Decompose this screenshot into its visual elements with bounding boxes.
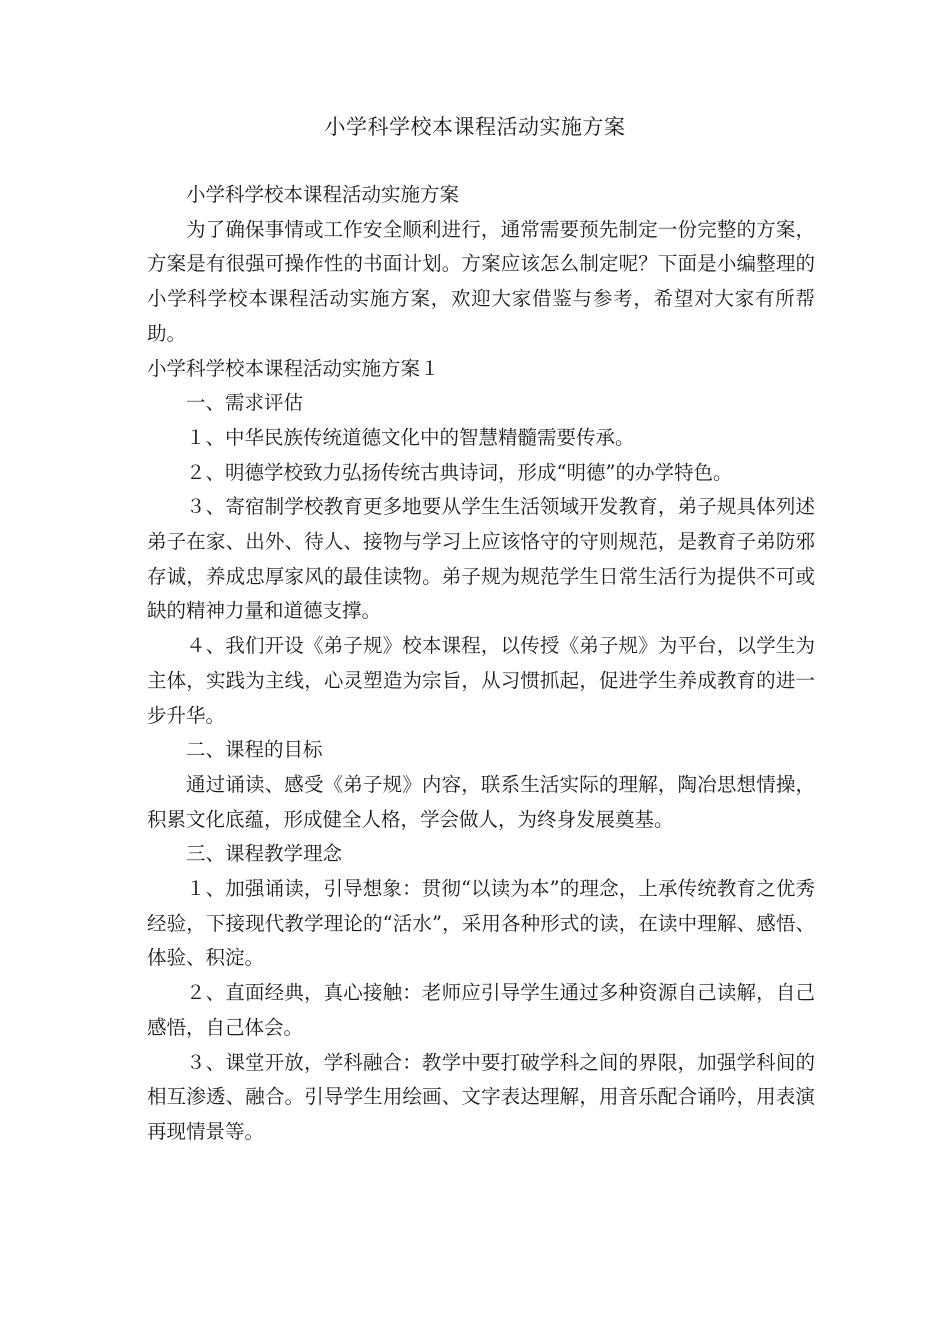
paragraph: ４、我们开设《弟子规》校本课程，以传授《弟子规》为平台，以学生为主体，实践为主线，心灵塑造为宗旨，从习惯抓起，促进学生养成教育的进一步升华。 — [147, 634, 815, 727]
paragraph: １、中华民族传统道德文化中的智慧精髓需要传承。 — [186, 425, 635, 449]
paragraph: ３、寄宿制学校教育更多地要从学生生活领域开发教育，弟子规具体列述弟子在家、出外、待人、接物与学习上应该恪守的守则规范，是教育子弟防邪存诚，养成忠厚家风的最佳读物。弟子规为规范学生日常生活行为提供不可或缺的精神力量和道德支撑。 — [147, 495, 815, 623]
paragraph: 通过诵读、感受《弟子规》内容，联系生活实际的理解，陶冶思想情操，积累文化底蕴，形成健全人格，学会做人，为终身发展奠基。 — [147, 772, 815, 831]
paragraph: 一、需求评估 — [186, 391, 304, 415]
paragraph: 小学科学校本课程活动实施方案 — [186, 183, 460, 206]
paragraph: 为了确保事情或工作安全顺利进行，通常需要预先制定一份完整的方案，方案是有很强可操作性的书面计划。方案应该怎么制定呢？下面是小编整理的小学科学校本课程活动实施方案，欢迎大家借鉴与参考，希望对大家有所帮助。 — [147, 217, 815, 345]
paragraph: ２、直面经典，真心接触：老师应引导学生通过多种资源自己读解，自己感悟，自己体会。 — [147, 981, 815, 1039]
paragraph: 二、课程的目标 — [186, 738, 323, 762]
paragraph: １、加强诵读，引导想象：贯彻“以读为本”的理念，上承传统教育之优秀经验，下接现代教学理论的“活水”，采用各种形式的读，在读中理解、感悟、体验、积淀。 — [147, 877, 815, 970]
paragraph: 小学科学校本课程活动实施方案１ — [147, 356, 440, 380]
document-body — [147, 178, 815, 1150]
paragraph: ２、明德学校致力弘扬传统古典诗词，形成“明德”的办学特色。 — [186, 460, 733, 484]
document-title: 小学科学校本课程活动实施方案 — [324, 115, 626, 139]
paragraph: 三、课程教学理念 — [186, 842, 343, 866]
paragraph: ３、课堂开放，学科融合：教学中要打破学科之间的界限，加强学科间的相互渗透、融合。引导学生用绘画、文字表达理解，用音乐配合诵吟，用表演再现情景等。 — [147, 1050, 815, 1143]
